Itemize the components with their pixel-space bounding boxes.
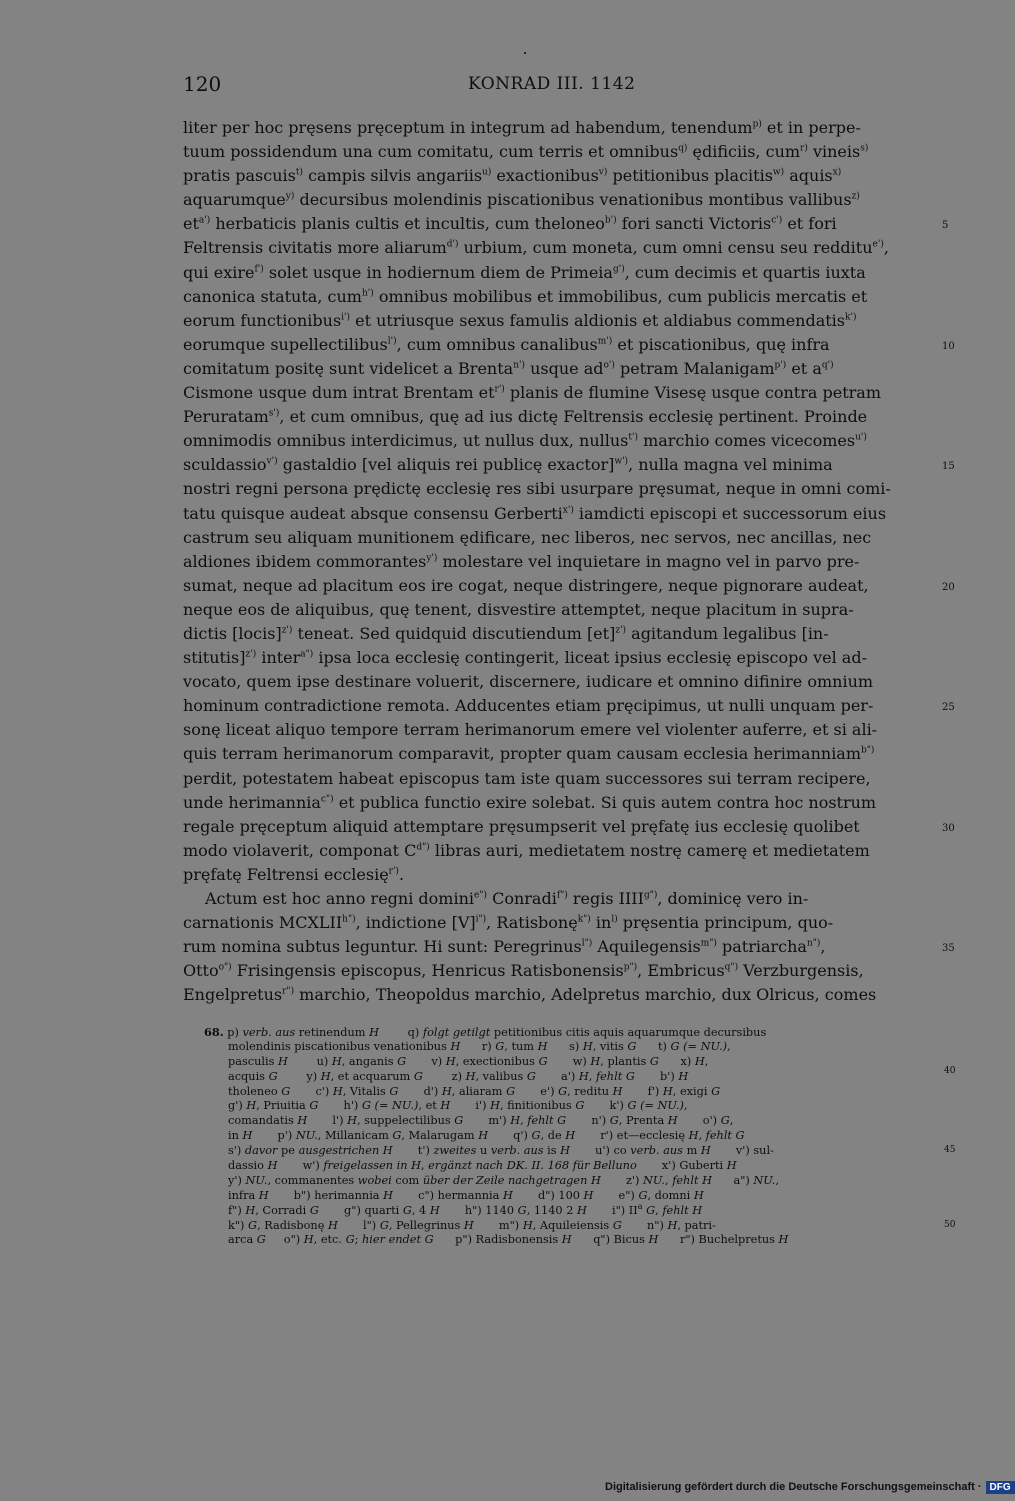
text-line: regale pręceptum aliquid attemptare pręsumpserit vel pręfatę ius ecclesię quolibet (183, 816, 860, 836)
text-line: omnimodis omnibus interdicimus, ut nullus dux, nullus$^{t')}$ marchio comes vicecomes$^{u')}$ (183, 431, 867, 451)
text-line: canonica statuta, cum$^{h')}$ omnibus mobilibus et immobilibus, cum publicis mercatis et (183, 286, 868, 306)
text-line: eorum functionibus$^{i')}$ et utriusque sexus famulis aldionis et aldiabus commendatis$^{k')}$ (183, 310, 857, 330)
footnote-line: tholeneo G c') H, Vitalis G d') H, aliaram G e') G, reditu H f') H, exigi G (228, 1084, 721, 1098)
text-line: stitutis]$^{z')}$ inter$^{a")}$ ipsa loca ecclesię contingerit, liceat ipsius ecclesię episcopo vel ad- (183, 648, 867, 668)
text-line: carnationis $MCXLII^{h")}$, indictione $[V]^{i")}$, Ratisbonę$^{k")}$ $in^{l)}$ pręsentia principum, quo- (183, 913, 834, 933)
dfg-funding-banner (605, 1478, 1015, 1496)
note-line-number: 40 (944, 1066, 956, 1076)
footnote-line: f") H, Corradi G g") quarti G, 4 H h") 1140 G, 1140 2 H i") $II^a$ G, fehlt H (228, 1201, 703, 1217)
line-number: 20 (942, 582, 955, 593)
text-line: $et^{a')}$ herbaticis planis cultis et incultis, cum theloneo$^{b')}$ fori sancti Victoris$^{c')}$ et fori (183, 214, 837, 234)
footnote-line: arca G o") H, etc. G; hier endet G p") Radisbonensis H q") Bicus H r") Buchelpretus H (228, 1233, 789, 1247)
text-line: sumat, neque ad placitum eos ire cogat, neque distringere, neque pignorare audeat, (183, 575, 869, 595)
text-line: neque eos de aliquibus, quę tenent, disvestire attemptet, neque placitum in supra- (183, 599, 854, 619)
text-line: liter per hoc pręsens pręceptum in integrum ad habendum, tenendum$^{p)}$ et in perpe- (183, 118, 861, 137)
text-line: sculdassio$^{v')}$ gastaldio [vel aliquis rei publicę exactor]$^{w')}$, nulla magna vel minima (183, 455, 833, 475)
text-line: tatu quisque audeat absque consensu Gerberti$^{x')}$ iamdicti episcopi et successorum eius (183, 503, 887, 523)
footnote-line: pasculis H u) H, anganis G v) H, exectionibus G w) H, plantis G x) H, (228, 1054, 709, 1068)
footnote-line: g') H, Priuitia G h') G (= NU.), et H i') H, finitionibus G k') G (= NU.), (228, 1099, 688, 1113)
line-number: 30 (942, 823, 955, 834)
note-line-number: 50 (944, 1220, 956, 1230)
footnote-line: infra H b") herimannia H c") hermannia H d") 100 H e") G, domni H (228, 1188, 704, 1202)
text-line: tuum possidendum una cum comitatu, cum terris et omnibus$^{q)}$ ędificiis, cum$^{r)}$ vineis$^{s)}$ (183, 142, 869, 162)
text-line: Engelpretus$^{r")}$ marchio, Theopoldus marchio, Adelpretus marchio, dux Olricus, comes (183, 985, 877, 1005)
text-line: modo violaverit, componat $C^{d")}$ libras auri, medietatem nostrę camerę et medietatem (183, 840, 870, 860)
text-line: quis terram herimanorum comparavit, propter quam causam ecclesia herimanniam$^{b")}$ (183, 744, 875, 764)
text-line: qui exire$^{f')}$ solet usque in hodiernum diem de Primeia$^{g')}$, cum decimis et quartis iuxta (183, 262, 866, 282)
line-number: 35 (942, 943, 955, 954)
footnote-line: dassio H w') freigelassen in H, ergänzt nach DK. II. 168 für Belluno x') Guberti H (228, 1159, 737, 1173)
running-head: KONRAD III. 1142 (468, 74, 636, 94)
text-line: rum nomina subtus leguntur. Hi sunt: Peregrinus$^{l")}$ Aquilegensis$^{m")}$ patriarcha$^{n")}$, (183, 937, 826, 957)
text-line: aquarumque$^{y)}$ decursibus molendinis piscationibus venationibus montibus vallibus$^{z)}$ (183, 190, 860, 210)
footnotes (204, 1025, 924, 1248)
text-line: pratis pascuis$^{t)}$ campis silvis angariis$^{u)}$ exactionibus$^{v)}$ petitionibus placitis$^{w)}$ aquis$^{x)}$ (183, 166, 842, 186)
footnote-line: 68. p) verb. aus retinendum H q) folgt getilgt petitionibus citis aquis aquarumque decursibus (204, 1025, 767, 1039)
text-line: unde herimannia$^{c")}$ et publica functio exire solebat. Si quis autem contra hoc nostrum (183, 792, 877, 812)
text-line: eorumque supellectilibus$^{l')}$, cum omnibus canalibus$^{m')}$ et piscationibus, quę infra (183, 334, 830, 354)
text-line: Cismone usque dum intrat Brentam $et^{r')}$ planis de flumine Visesę usque contra petram (183, 383, 881, 403)
text-line: Actum est hoc anno regni domini$^{e")}$ Conradi$^{f")}$ regis $IIII^{g")}$, dominicę vero in- (205, 889, 809, 908)
text-line: comitatum positę sunt videlicet a Brenta$^{n')}$ usque $ad^{o')}$ petram Malanigam$^{p')}$ et $a^{q')}$ (183, 358, 834, 378)
footnote-line: in H p') NU., Millanicam G, Malarugam H q') G, de H r') et—ecclesię H, fehlt G (228, 1129, 745, 1143)
text-line: castrum seu aliquam munitionem ędificare, nec liberos, nec servos, nec ancillas, nec (183, 527, 872, 547)
text-line: perdit, potestatem habeat episcopus tam iste quam successores sui terram recipere, (183, 768, 871, 788)
funding-text: Digitalisierung gefördert durch die Deutsche Forschungsgemeinschaft · (605, 1481, 982, 1493)
line-number: 15 (942, 461, 955, 472)
decorative-dot (524, 52, 526, 54)
text-line: Peruratam$^{s')}$, et cum omnibus, quę ad ius dictę Feltrensis ecclesię pertinent. Proinde (183, 407, 868, 427)
line-number: 10 (942, 341, 955, 352)
text-line: nostri regni persona prędictę ecclesię res sibi usurpare pręsumat, neque in omni comi- (183, 479, 891, 499)
footnote-line: s') davor pe ausgestrichen H t') zweites u verb. aus is H u') co verb. aus m H v') sul- (228, 1144, 774, 1158)
text-line: dictis [locis]$^{z')}$ teneat. Sed quidquid discutiendum [et]$^{z')}$ agitandum legalibus [in- (183, 623, 829, 643)
text-line: Otto$^{o")}$ Frisingensis episcopus, Henricus Ratisbonensis$^{p")}$, Embricus$^{q")}$ Verzburgensis, (183, 961, 864, 981)
footnote-line: y') NU., commanentes wobei com über der Zeile nachgetragen H z') NU., fehlt H a") NU., (228, 1173, 779, 1187)
text-line: pręfatę Feltrensi ecclesię$^{r')}$. (183, 864, 405, 884)
note-line-number: 45 (944, 1145, 956, 1155)
line-number: 5 (942, 220, 949, 231)
text-line: aldiones ibidem commorantes$^{y')}$ molestare vel inquietare in magno vel in parvo pre- (183, 551, 860, 571)
main-text (183, 116, 927, 1007)
page-number: 120 (183, 72, 222, 96)
footnote-line: comandatis H l') H, suppelectilibus G m') H, fehlt G n') G, Prenta H o') G, (228, 1114, 734, 1128)
footnote-line: molendinis piscationibus venationibus H r) G, tum H s) H, vitis G t) G (= NU.), (228, 1039, 731, 1053)
text-line: Feltrensis civitatis more aliarum$^{d')}$ urbium, cum moneta, cum omni censu seu redditu$^{e')}$, (183, 238, 889, 258)
footnote-line: acquis G y) H, et acquarum G z) H, valibus G a') H, fehlt G b') H (228, 1069, 689, 1083)
line-number: 25 (942, 702, 955, 713)
text-line: vocato, quem ipse destinare voluerit, discernere, iudicare et omnino difinire omnium (183, 672, 874, 692)
text-line: sonę liceat aliquo tempore terram herimanorum emere vel violenter auferre, et si ali- (183, 720, 878, 740)
footnote-line: k") G, Radisbonę H l") G, Pellegrinus H m") H, Aquileiensis G n") H, patri- (228, 1218, 716, 1232)
text-line: hominum contradictione remota. Adducentes etiam pręcipimus, ut nulli unquam per- (183, 696, 874, 716)
dfg-logo: DFG (986, 1481, 1015, 1494)
